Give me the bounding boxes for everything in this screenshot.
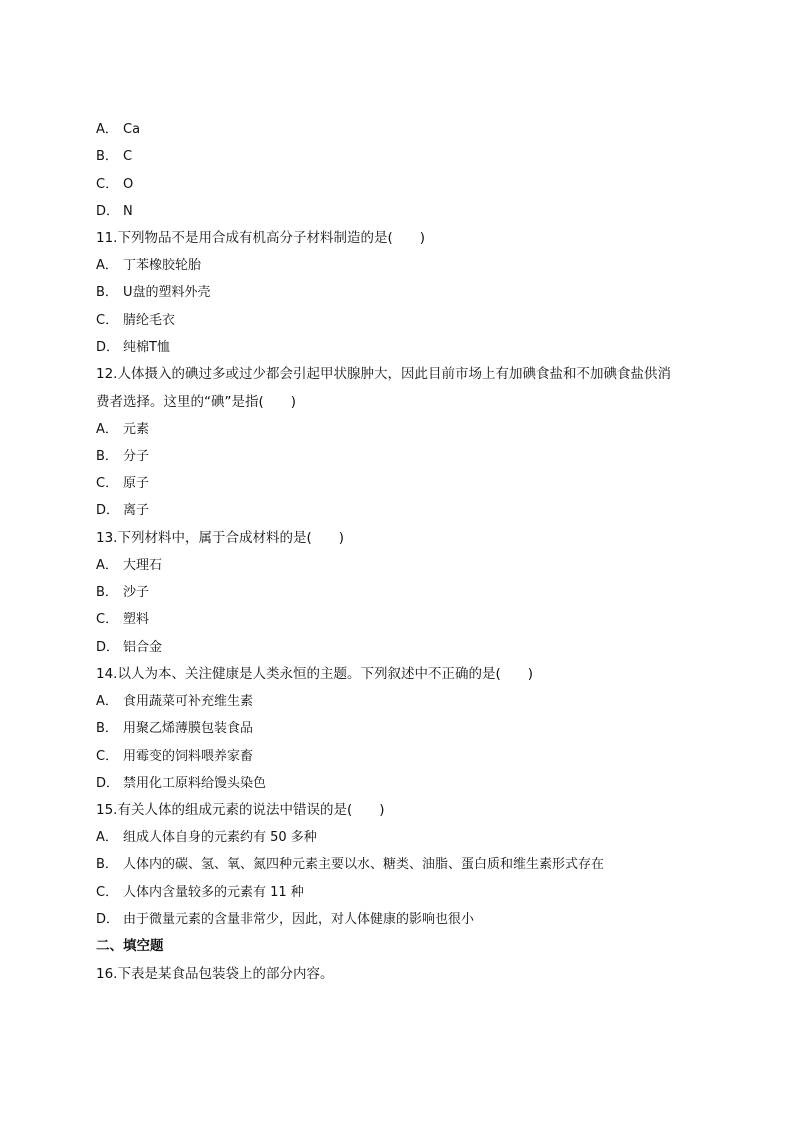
option-letter: D． — [96, 640, 120, 655]
option-text: 塑料 — [123, 612, 150, 627]
option-text: 原子 — [123, 476, 150, 491]
option-text: 丁苯橡胶轮胎 — [123, 258, 202, 273]
question-12-stem-line1: 12.人体摄入的碘过多或过少都会引起甲状腺肿大，因此目前市场上有加碘食盐和不加碘食盐供消 — [96, 366, 671, 382]
option-d — [96, 204, 133, 220]
option-letter: A． — [96, 830, 118, 845]
option-letter: C． — [96, 313, 119, 328]
option-b — [96, 721, 253, 737]
option-c — [96, 177, 133, 193]
option-text: 沙子 — [123, 585, 150, 600]
option-text: 纯棉T恤 — [123, 340, 170, 355]
option-text: 禁用化工原料给馒头染色 — [123, 776, 267, 791]
question-16-stem: 16.下表是某食品包装袋上的部分内容。 — [96, 966, 334, 982]
option-c — [96, 749, 253, 765]
option-text: 用霉变的饲料喂养家畜 — [123, 749, 254, 764]
option-d — [96, 503, 149, 519]
option-text: 元素 — [123, 422, 150, 437]
option-b — [96, 285, 211, 301]
option-letter: A． — [96, 122, 118, 137]
option-c — [96, 885, 304, 901]
option-letter: C． — [96, 177, 119, 192]
option-text: 腈纶毛衣 — [123, 313, 176, 328]
option-letter: C． — [96, 476, 119, 491]
option-d — [96, 640, 162, 656]
option-text: 食用蔬菜可补充维生素 — [123, 694, 254, 709]
option-letter: B． — [96, 149, 118, 164]
option-text: 人体内含量较多的元素有 11 种 — [123, 885, 304, 900]
question-13-stem: 13.下列材料中，属于合成材料的是( ) — [96, 530, 345, 546]
option-letter: C． — [96, 885, 119, 900]
option-letter: B． — [96, 585, 118, 600]
option-a — [96, 122, 140, 138]
option-c — [96, 313, 175, 329]
option-text: 用聚乙烯薄膜包装食品 — [123, 721, 254, 736]
option-letter: D． — [96, 204, 120, 219]
option-text: 组成人体自身的元素约有 50 多种 — [123, 830, 317, 845]
question-14-stem: 14.以人为本、关注健康是人类永恒的主题。下列叙述中不正确的是( ) — [96, 666, 534, 682]
option-letter: B． — [96, 721, 118, 736]
option-c — [96, 612, 149, 628]
option-letter: D． — [96, 776, 120, 791]
question-12-stem-line2: 费者选择。这里的“碘”是指( ) — [96, 394, 297, 410]
option-letter: D． — [96, 340, 120, 355]
option-a — [96, 830, 317, 846]
option-text: 分子 — [123, 449, 150, 464]
option-text: N — [123, 204, 133, 219]
option-text: 人体内的碳、氢、氧、氮四种元素主要以水、糖类、油脂、蛋白质和维生素形式存在 — [123, 857, 605, 872]
option-letter: A． — [96, 258, 118, 273]
option-d — [96, 340, 170, 356]
option-letter: B． — [96, 857, 118, 872]
option-b — [96, 149, 132, 165]
option-a — [96, 694, 253, 710]
option-text: O — [123, 177, 134, 192]
option-c — [96, 476, 149, 492]
question-11-stem: 11.下列物品不是用合成有机高分子材料制造的是( ) — [96, 230, 426, 246]
option-letter: B． — [96, 285, 118, 300]
option-text: 大理石 — [123, 558, 163, 573]
option-text: C — [123, 149, 133, 164]
option-letter: C． — [96, 612, 119, 627]
option-text: U盘的塑料外壳 — [123, 285, 211, 300]
option-b — [96, 449, 149, 465]
option-a — [96, 258, 201, 274]
option-b — [96, 857, 604, 873]
option-text: 由于微量元素的含量非常少，因此，对人体健康的影响也很小 — [123, 912, 475, 927]
option-letter: A． — [96, 558, 118, 573]
option-letter: D． — [96, 503, 120, 518]
option-letter: C． — [96, 749, 119, 764]
option-d — [96, 776, 266, 792]
option-a — [96, 422, 149, 438]
option-letter: D． — [96, 912, 120, 927]
option-text: 铝合金 — [123, 640, 163, 655]
option-text: Ca — [123, 122, 141, 137]
section-heading: 二、填空题 — [96, 938, 164, 954]
option-a — [96, 558, 162, 574]
option-text: 离子 — [123, 503, 150, 518]
option-letter: B． — [96, 449, 118, 464]
option-letter: A． — [96, 694, 118, 709]
question-15-stem: 15.有关人体的组成元素的说法中错误的是( ) — [96, 802, 385, 818]
option-d — [96, 912, 474, 928]
option-letter: A． — [96, 422, 118, 437]
option-b — [96, 585, 149, 601]
